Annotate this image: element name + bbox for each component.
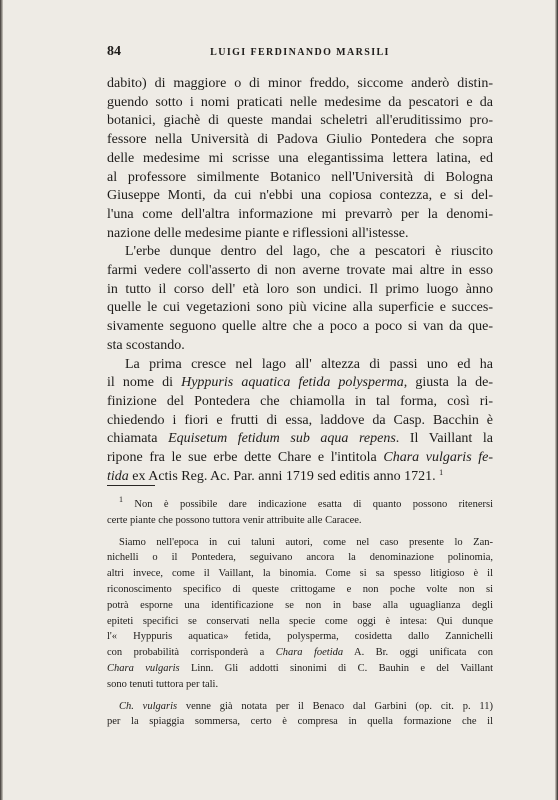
- body-line: [107, 468, 493, 487]
- body-text-run: chiamata: [107, 431, 169, 447]
- body-line: botanici, giachè di queste mandai scheletri all'eruditissimo pro-: [107, 113, 493, 129]
- footnote-line: l'« Hyppuris aquatica» fetida, polysperma, cosidetta dallo Zannichelli: [107, 631, 493, 643]
- footnote-line: [107, 661, 493, 677]
- species-name: Ch. vulgaris: [119, 700, 178, 712]
- body-line: [107, 374, 493, 393]
- body-line: [107, 430, 493, 449]
- body-line: nazione delle medesime piante e riflessioni all'istesse.: [107, 225, 409, 241]
- body-line: delle medesime mi scrisse una elegantissima lettera latina, ed: [107, 150, 493, 166]
- body-text-run: ripone fra le sue erbe dette Chare e l'intitola: [107, 450, 384, 466]
- body-line: Giuseppe Monti, da cui n'ebbi una copiosa contezza, e si del-: [107, 188, 493, 204]
- footnote-paragraph: [107, 699, 493, 731]
- body-text-run: il nome di: [107, 375, 182, 391]
- body-text-run: . Il Vaillant la: [395, 431, 493, 447]
- body-line: guendo sotto i nomi praticati nelle medesime da pescatori e da: [107, 94, 493, 110]
- species-name: Chara foetida: [275, 647, 344, 659]
- footnote-paragraph: [107, 535, 493, 693]
- footnote-line: riconoscimento specifico di queste crittogame e non poche volte non si: [107, 583, 493, 595]
- species-name: Equisetum fetidum sub aqua repens: [168, 431, 396, 447]
- body-line: in tutto il corso dell' età loro son undici. Il primo luogo ànno: [107, 281, 493, 297]
- page-number: 84: [107, 44, 121, 59]
- body-text: [107, 75, 493, 486]
- footnote-text-run: venne già notata per il Benaco dal Garbini (op. cit. p. 11): [177, 700, 494, 712]
- page-header: [107, 44, 493, 64]
- running-head: LUIGI FERDINANDO MARSILI: [210, 47, 390, 58]
- footnote-text-run: Non è possibile dare indicazione esatta di quanto possono ritenersi: [123, 499, 493, 510]
- body-line: quelle le cui vegetazioni sono più vicine alla superficie e succes-: [107, 300, 493, 316]
- footnote-line: sono tenuti tuttora per tali.: [107, 678, 219, 690]
- footnote-text-run: Linn. Gli addotti sinonimi di C. Bauhin e del Vaillant: [179, 662, 493, 674]
- footnote-line: epiteti specifici se conservati nella specie come oggi è intesa: Qui dunque: [107, 615, 493, 627]
- footnote-paragraph: [107, 497, 493, 529]
- footnote-line: Siamo nell'epoca in cui taluni autori, come nel caso presente lo Zan-: [119, 536, 493, 548]
- footnote-reference: 1: [439, 467, 444, 477]
- footnote-marker: 1: [119, 495, 123, 504]
- body-text-run: ex Actis Reg. Ac. Par. anni 1719 sed editis anno 1721.: [128, 468, 436, 484]
- footnote-line: [107, 699, 493, 715]
- species-name: Hyppuris aquatica fetida polysperma: [181, 375, 404, 391]
- footnote-line: altri invece, come il Vaillant, la binomia. Come si sa spesso litigioso è il: [107, 568, 493, 580]
- page-left-edge: [0, 0, 3, 800]
- body-line: sivamente seguono quelle altre che a poco a poco si van da que-: [107, 319, 493, 335]
- body-line: La prima cresce nel lago all' altezza di passi uno ed ha: [125, 356, 493, 372]
- body-line: al professore similmente Botanico nell'Università di Bologna: [107, 169, 493, 185]
- footnote-divider: [107, 485, 155, 486]
- footnote-text-run: A. Br. oggi unificata con: [343, 647, 493, 659]
- body-line: sta scostando.: [107, 337, 185, 353]
- body-line: farmi vedere coll'asserto di non averne trovate mai altre in esso: [107, 263, 493, 279]
- footnote-text-run: con probabilità corrisponderà a: [107, 647, 276, 659]
- body-line: L'erbe dunque dentro del lago, che a pescatori è riuscito: [125, 244, 493, 260]
- footnotes: [107, 497, 493, 736]
- species-name: Chara vulgaris fe-: [383, 450, 493, 466]
- body-line: fessore nella Università di Padova Giulio Pontedera che sopra: [107, 132, 493, 148]
- footnote-line: [107, 497, 493, 513]
- body-line: [107, 449, 493, 468]
- body-line: chiedendo i fiori e frutti di essa, laddove da Casp. Bacchin è: [107, 412, 493, 428]
- body-line: dabito) di maggiore o di minor freddo, siccome anderò distin-: [107, 76, 493, 91]
- footnote-line: certe piante che possono tuttora venir attribuite alle Caracee.: [107, 514, 362, 526]
- species-name: tida: [107, 468, 129, 484]
- body-line: l'una come dell'altra informazione mi prevarrò per la denomi-: [107, 206, 493, 222]
- species-name: Chara vulgaris: [107, 662, 180, 674]
- body-line: finizione del Pontedera che chiamolla in tal forma, così ri-: [107, 393, 493, 409]
- footnote-line: per la spiaggia sommersa, certo è compresa in quella formazione che il: [107, 716, 493, 728]
- footnote-line: nichelli o il Pontedera, seguivano ancora la denominazione polinomia,: [107, 552, 493, 564]
- body-text-run: , giusta la de-: [403, 375, 493, 391]
- footnote-line: potrà esporne una identificazione se non in base alla uguaglianza degli: [107, 599, 493, 611]
- footnote-line: [107, 645, 493, 661]
